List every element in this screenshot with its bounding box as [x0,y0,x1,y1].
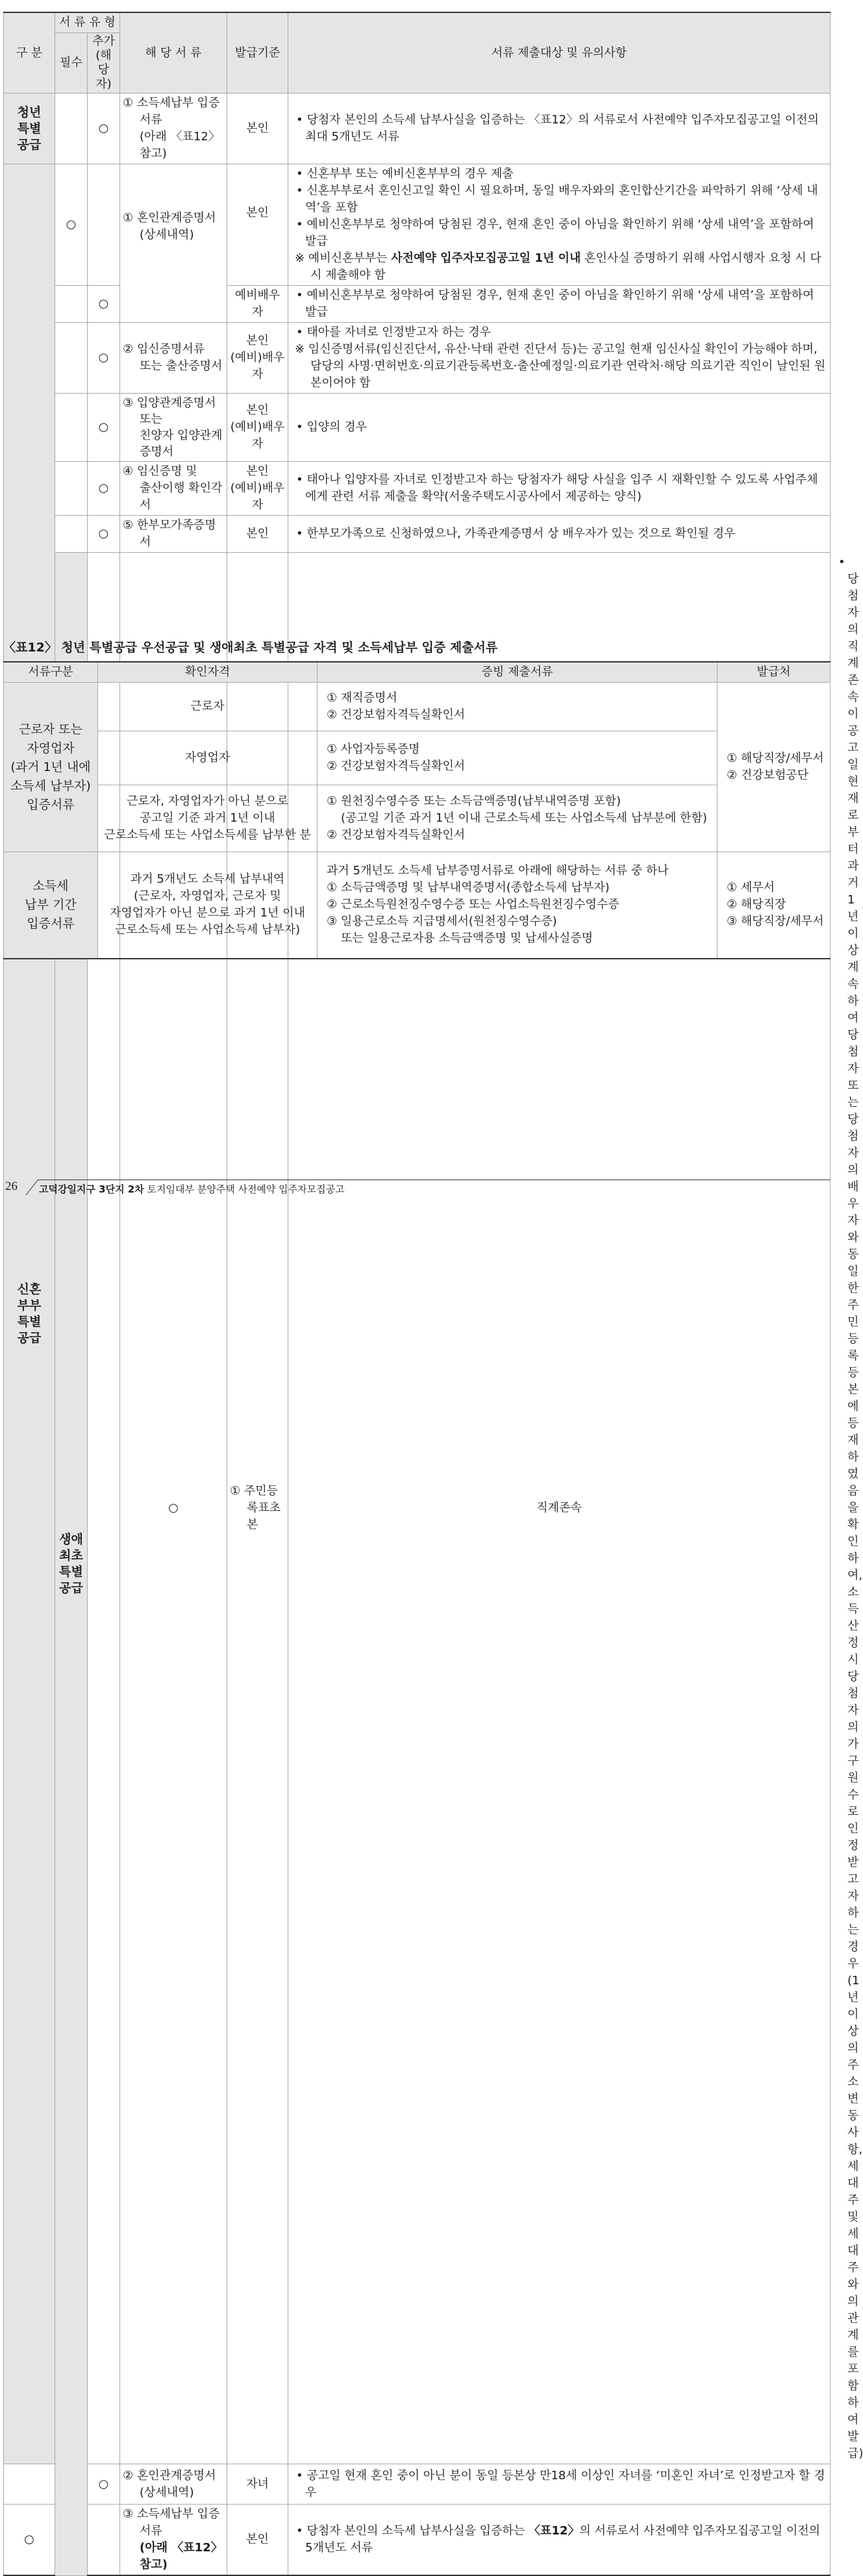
notes [288,94,831,164]
footer-title-rest: 토지임대부 분양주택 사전예약 입주자모집공고 [144,1183,345,1195]
notes [288,2505,831,2576]
proof-item: ② 건강보험자격득실확인서 [327,708,466,722]
page-footer [0,1178,831,1198]
table-row [4,2505,831,2576]
notes [288,286,831,323]
header-category: 구 분 [4,12,55,94]
category-tax-period-proof: 소득세 납부 기간 입증서류 [4,852,98,959]
note-emphasis: 〈표12〉 [528,2524,580,2538]
document-name: ① 혼인관계증명서 (상세내역) [120,164,227,323]
qualification: 과거 5개년도 소득세 납부내역 (근로자, 자영업자, 근로자 및 자영업자가 아닌 분으로 과거 1년 이내 근로소득세 또는 사업소득세 납부자) [98,852,318,959]
issuer: 예비배우자 [227,286,288,323]
note-line: • 한부모가족으로 신청하였으나, 가족관계증명서 상 배우자가 있는 것으로 확인될 경우 [296,527,736,540]
issuer: 자녀 [227,2464,288,2505]
slash-divider-icon [25,1178,39,1196]
table12-caption: 〈표12〉 청년 특별공급 우선공급 및 생애최초 특별공급 자격 및 소득세납부 입증 제출서류 [3,640,498,655]
proof-documents [318,852,718,959]
notes [288,516,831,553]
notes [288,462,831,516]
notes [288,2464,831,2505]
proof-item: ② 건강보험자격득실확인서 [327,828,466,842]
document-text: ③ 소득세납부 입증서류 [123,2507,220,2538]
required-mark [55,94,88,164]
note-line [294,2523,827,2557]
additional-mark: ○ [88,516,120,553]
note-line: • 예비신혼부부로 청약하여 당첨된 경우, 현재 혼인 중이 아님을 확인하기 위해 ‘상세 내역’을 포함하여 발급 [296,288,814,319]
footer-title [39,1182,345,1196]
issuer: 본인 [227,94,288,164]
header-notes: 서류 제출대상 및 유의사항 [288,12,831,94]
table-row [4,683,831,731]
note-line: • 당첨자 본인의 소득세 납부사실을 입증하는 〈표12〉의 서류로서 사전예약 입주자모집공고일 이전의 최대 5개년도 서류 [296,113,819,144]
issuer: 본인 (예비)배우자 [227,394,288,462]
note-line: • 입양의 경우 [296,420,368,434]
header-issuer: 발급기준 [227,12,288,94]
issuer-item: ① 해당직장/세무서 [727,751,824,765]
note-line: • 예비신혼부부로 청약하여 당첨된 경우, 현재 혼인 중이 아님을 확인하기 위해 ‘상세 내역’을 포함하여 발급 [296,218,814,248]
note-text: 혼인사실 증명하기 위해 사업시행자 요청 시 다시 제출해야 함 [310,251,821,282]
page-number: 26 [5,1180,18,1193]
header-required: 필수 [55,33,88,94]
note-line: • 태아나 입양자를 자녀로 인정받고자 하는 당첨자가 해당 사실을 입주 시 재확인할 수 있도록 사업주체에게 관련 서류 제출을 확약(서울주택도시공사에서 제공하는 양식) [296,473,818,503]
note-line [294,250,827,284]
header-qualification: 확인자격 [98,662,318,683]
header-doc-type: 서 류 유 형 [55,12,120,33]
issuer-item: ② 건강보험공단 [727,768,809,782]
additional-mark: ○ [88,94,120,164]
required-mark: ○ [4,2505,55,2576]
required-mark [55,516,88,553]
required-mark [55,286,88,323]
category-worker-proof: 근로자 또는 자영업자 (과거 1년 내에 소득세 납부자) 입증서류 [4,683,98,852]
table-row [4,323,831,394]
note-emphasis: 사전예약 입주자모집공고일 1년 이내 [391,251,581,265]
issuer: 본인 [227,2505,288,2576]
header-document: 해 당 서 류 [120,12,227,94]
proof-item: 과거 5개년도 소득세 납부증명서류로 아래에 해당하는 서류 중 하나 [327,864,669,878]
document-name: ⑤ 한부모가족증명서 [120,516,227,553]
issuing-office [718,852,831,959]
additional-mark: ○ [88,286,120,323]
document-name: ② 혼인관계증명서 (상세내역) [120,2464,227,2505]
additional-mark [88,2505,120,2576]
header-issuing-office: 발급처 [718,662,831,683]
table-row [4,394,831,462]
additional-mark [88,164,120,286]
qualification: 근로자 [98,683,318,731]
additional-mark: ○ [88,462,120,516]
document-name: ③ 입양관계증명서 또는 친양자 입양관계 증명서 [120,394,227,462]
table-row [4,462,831,516]
note-line: • 태아를 자녀로 인정받고자 하는 경우 [296,325,492,339]
footer-title-bold: 고덕강일지구 3단지 2차 [39,1183,144,1195]
issuer: 본인 [227,164,288,286]
qualification: 근로자, 자영업자가 아닌 분으로 공고일 기준 과거 1년 이내 근로소득세 또는 사업소득세를 납부한 분 [98,785,318,852]
proof-documents [318,785,718,852]
proof-item: 또는 일용근로자용 소득금액증명 및 납세사실증명 [341,931,594,946]
additional-mark: ○ [120,553,227,2464]
proof-item: ① 소득금액증명 및 납부내역증명서(종합소득세 납부자) [327,881,610,895]
required-mark [55,462,88,516]
category-newlywed: 신혼 부부 특별 공급 [4,164,55,2464]
proof-item: ② 근로소득원천징수영수증 또는 사업소득원천징수영수증 [327,898,619,912]
table-row [4,94,831,164]
issuer-item: ③ 해당직장/세무서 [727,915,824,929]
issuer: 본인 (예비)배우자 [227,462,288,516]
note-text: 의 서류로서 사전예약 입주자모집공고일 이전의 5개년도 서류 [305,2524,821,2555]
table-row [4,164,831,286]
proof-item: ③ 일용근로소득 지급명세서(원천징수영수증) [327,915,557,929]
proof-documents [318,683,718,731]
document-name [120,2505,227,2576]
required-documents-table [3,12,863,2576]
note-line: • 신혼부부 또는 예비신혼부부의 경우 제출 [296,167,514,181]
issuer: 직계존속 [288,553,831,2464]
category-youth: 청년 특별 공급 [4,94,55,164]
required-mark [55,323,88,394]
table-row [4,2464,831,2505]
qualification: 자영업자 [98,731,318,785]
note-line: • 신혼부부로서 혼인신고일 확인 시 필요하며, 동일 배우자와의 혼인합산기간을 파악하기 위해 ‘상세 내역’을 포함 [296,184,818,214]
proof-item: (공고일 기준 과거 1년 이내 근로소득세 또는 사업소득세 납부분에 한함) [341,811,707,825]
required-mark [55,394,88,462]
notes [288,164,831,286]
table-row [4,731,831,785]
proof-documents [318,731,718,785]
issuer-item: ② 해당직장 [727,898,786,912]
issuer-item: ① 세무서 [727,881,775,895]
notes [288,394,831,462]
document-name: ② 임신증명서류 또는 출산증명서 [120,323,227,394]
additional-mark: ○ [88,2464,120,2505]
proof-item: ① 원천징수영수증 또는 소득금액증명(납부내역증명 포함) [327,794,621,808]
note-line: • 당첨자의 직계존속이 공고일 현재로부터 과거 1년 이상 계속하여 당첨자 또는 당첨자의 배우자와 동일한 주민등록등본에 등재하였음을 확인하여, 소득산정 시 당첨자의 가구원수로 인정받고자 하는 경우(1년 이상의 주소변동 사항, 세대주 및 세대주와의 관계를 포함하여 발급) [838,555,863,2460]
note-line: • 공고일 현재 혼인 중이 아닌 분이 동일 등본상 만18세 이상인 자녀를 ‘미혼인 자녀’로 인정받고자 할 경우 [296,2468,825,2499]
issuer: 본인 (예비)배우자 [227,323,288,394]
document-emphasis: (아래 〈표12〉 참고) [140,2541,223,2571]
note-text: • 당첨자 본인의 소득세 납부사실을 입증하는 [296,2524,529,2538]
proof-item: ② 건강보험자격득실확인서 [327,759,466,773]
table-row [4,785,831,852]
document-name: ① 주민등록표초본 [227,553,288,2464]
category-first-time: 생애 최초 특별 공급 [55,553,88,2576]
document-name: ① 소득세납부 입증서류 (아래 〈표12〉 참고) [120,94,227,164]
proof-item: ① 사업자등록증명 [327,742,420,756]
proof-item: ① 재직증명서 [327,691,397,705]
issuing-office [718,683,831,852]
header-proof-documents: 증빙 제출서류 [318,662,718,683]
issuer: 본인 [227,516,288,553]
header-additional: 추가 (해당자) [88,33,120,94]
income-tax-proof-table [3,661,831,959]
required-mark: ○ [55,164,88,286]
additional-mark: ○ [88,394,120,462]
header-doc-class: 서류구분 [4,662,98,683]
note-line: ※ 임신증명서류(임신진단서, 유산·낙태 관련 진단서 등)는 공고일 현재 임신사실 확인이 가능해야 하며, 담당의 사명·면허번호·의료기관등록번호·출산예정일·의료기관 연락처·해당 의료기관 직인이 날인된 원본이어야 함 [295,342,826,390]
note-text: ※ 예비신혼부부는 [295,251,392,265]
additional-mark: ○ [88,323,120,394]
table-row [4,852,831,959]
required-mark [4,2464,55,2505]
table-row [4,516,831,553]
notes [288,323,831,394]
document-name: ④ 임신증명 및 출산이행 확인각서 [120,462,227,516]
